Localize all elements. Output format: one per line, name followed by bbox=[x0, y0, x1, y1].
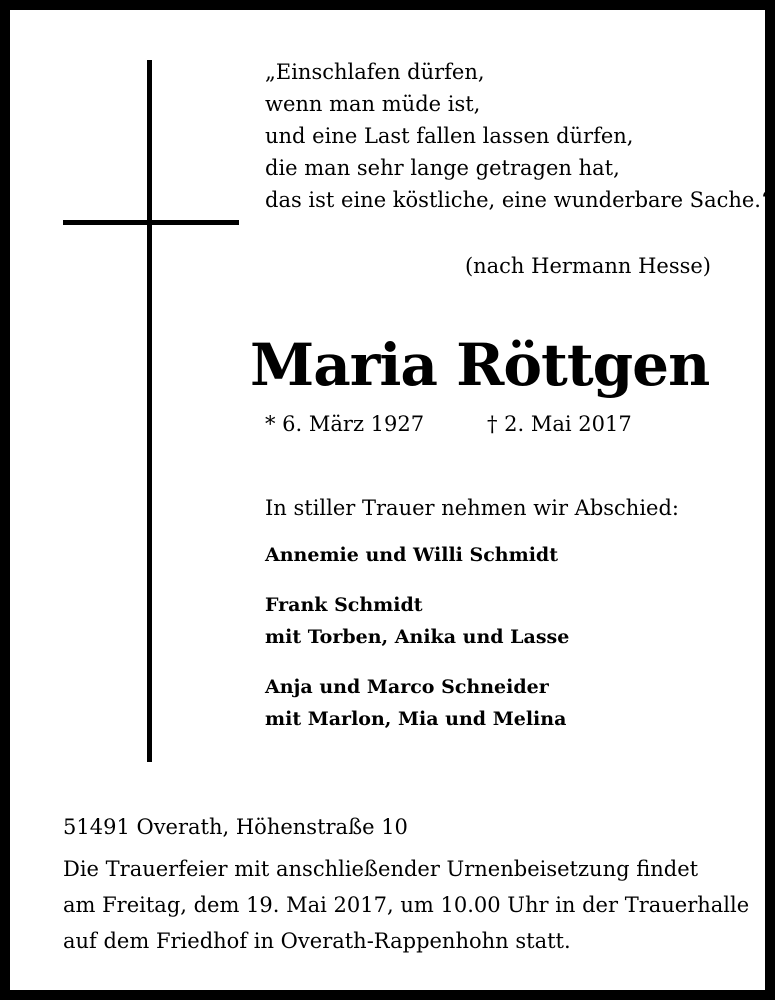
mourner-line: Frank Schmidt bbox=[265, 594, 423, 616]
quote-source: (nach Hermann Hesse) bbox=[464, 254, 711, 278]
mourner-line: mit Marlon, Mia und Melina bbox=[265, 708, 567, 730]
mourner-group bbox=[265, 589, 569, 653]
mourner-line: Annemie und Willi Schmidt bbox=[265, 544, 558, 566]
mourners-list bbox=[265, 539, 569, 753]
quote-line: wenn man müde ist, bbox=[265, 92, 481, 116]
quote-line: und eine Last fallen lassen dürfen, bbox=[265, 124, 634, 148]
mourner-group bbox=[265, 539, 569, 571]
deceased-name: Maria Röttgen bbox=[250, 331, 710, 399]
cross-icon-vertical-bar bbox=[147, 60, 152, 762]
mourner-line: mit Torben, Anika und Lasse bbox=[265, 626, 570, 648]
ceremony-line: am Freitag, dem 19. Mai 2017, um 10.00 Uhr in der Trauerhalle bbox=[63, 893, 750, 917]
address: 51491 Overath, Höhenstraße 10 bbox=[63, 815, 408, 839]
quote-line: das ist eine köstliche, eine wunderbare Sache.“ bbox=[265, 188, 772, 212]
cross-icon-horizontal-bar bbox=[63, 220, 239, 225]
ceremony-line: auf dem Friedhof in Overath-Rappenhohn statt. bbox=[63, 929, 571, 953]
mourner-line: Anja und Marco Schneider bbox=[265, 676, 549, 698]
death-date: † 2. Mai 2017 bbox=[487, 412, 632, 436]
birth-date: * 6. März 1927 bbox=[265, 412, 425, 436]
footer-block bbox=[63, 809, 749, 959]
quote-line: „Einschlafen dürfen, bbox=[265, 60, 485, 84]
mourning-intro: In stiller Trauer nehmen wir Abschied: bbox=[265, 496, 679, 520]
ceremony-line: Die Trauerfeier mit anschließender Urnenbeisetzung findet bbox=[63, 857, 699, 881]
mourner-group bbox=[265, 671, 569, 735]
quote-block bbox=[265, 56, 772, 216]
quote-line: die man sehr lange getragen hat, bbox=[265, 156, 620, 180]
